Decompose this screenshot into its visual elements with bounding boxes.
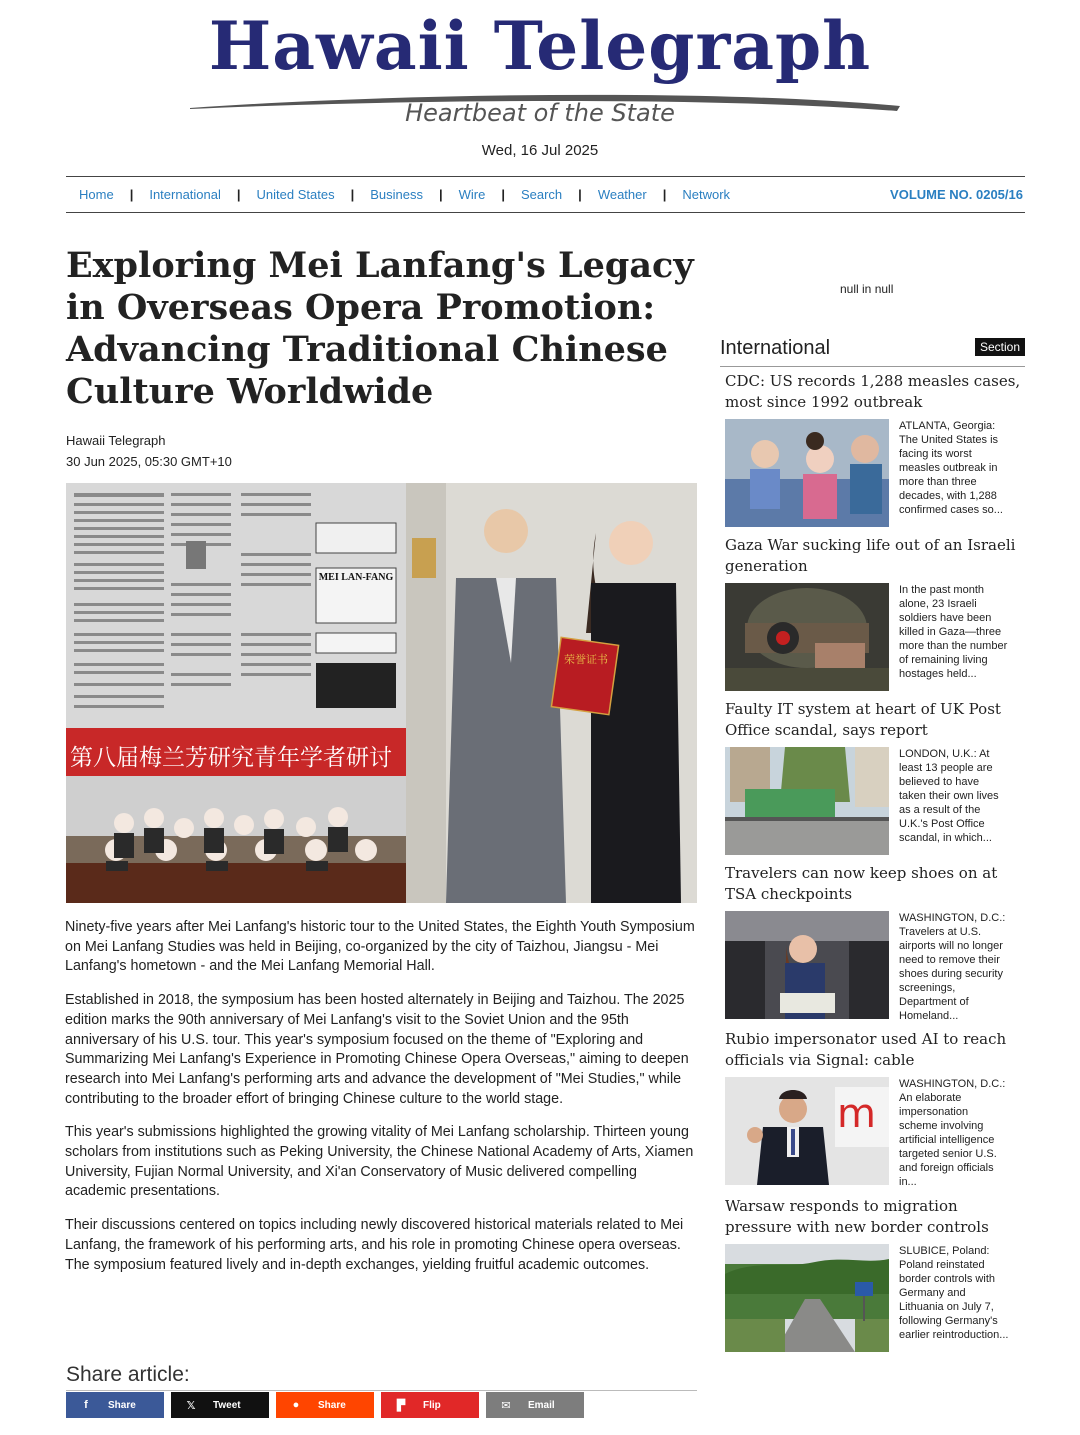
article-paragraph: Their discussions centered on topics including newly discovered historical materials related to Mei Lanfang, the framework of his performing arts, and his role in promoting Chinese opera overseas. The symposium featured lively and in-depth exchanges, yielding fruitful academic outcomes.	[65, 1217, 684, 1273]
section-badge: Section	[975, 338, 1025, 356]
svg-text:m: m	[837, 1091, 876, 1137]
main-nav	[66, 176, 1025, 213]
sidebar-article[interactable]	[725, 1029, 1025, 1189]
share-button-label: Share	[318, 1399, 346, 1411]
nav-separator: |	[662, 187, 667, 202]
sidebar-article-title[interactable]: CDC: US records 1,288 measles cases, most since 1992 outbreak	[725, 372, 1021, 411]
article-hero-image	[66, 483, 697, 903]
hero-photo-collage	[66, 483, 697, 903]
nav-separator: |	[578, 187, 582, 202]
sidebar-article-summary: In the past month alone, 23 Israeli soldiers have been killed in Gaza—three more than the number of remaining living hostages held...	[899, 584, 1008, 680]
article-body	[65, 918, 697, 1289]
sidebar-article-summary: SLUBICE, Poland: Poland reinstated border controls with Germany and Lithuania on July 7, following Germany's earlier reintroduction...	[899, 1245, 1009, 1341]
nav-separator: |	[350, 187, 355, 202]
nav-list	[66, 187, 730, 202]
sidebar-article-thumbnail[interactable]	[725, 747, 889, 855]
share-label: Share article:	[66, 1363, 190, 1386]
share-divider	[66, 1390, 697, 1391]
flipboard-icon: ▛	[396, 1399, 406, 1412]
sidebar-article-summary: LONDON, U.K.: At least 13 people are believed to have taken their own lives as a result of the U.K.'s Post Office scandal, in which...	[899, 748, 999, 844]
nav-separator: |	[236, 187, 241, 202]
reddit-share-button[interactable]	[276, 1392, 374, 1418]
sidebar-header	[720, 337, 1025, 367]
nav-item-home[interactable]: Home	[79, 187, 114, 202]
article-paragraph: Established in 2018, the symposium has been hosted alternately in Beijing and Taizhou. The 2025 edition marks the 90th anniversary of Mei Lanfang's visit to the Soviet Union and the 95th anniversary of his U.S. tour. This year's symposium focused on the theme of "Exploring and Summarizing Mei Lanfang's Experience in Promoting Chinese Opera Overseas," aiming to deepen research into Mei Lanfang's performing arts and advance the development of "Mei Studies," while contributing to the broader effort of bringing Chinese culture to the world stage.	[65, 992, 689, 1107]
nav-separator: |	[129, 187, 134, 202]
email-icon: ✉	[501, 1399, 511, 1412]
sidebar-article[interactable]	[725, 535, 1025, 691]
sidebar-article-title[interactable]: Faulty IT system at heart of UK Post Office scandal, says report	[725, 700, 1001, 739]
sidebar-article[interactable]	[725, 1196, 1025, 1352]
twitter-share-button[interactable]	[171, 1392, 269, 1418]
nav-item-business[interactable]: Business	[370, 187, 423, 202]
sidebar-article-title[interactable]: Warsaw responds to migration pressure with new border controls	[725, 1197, 989, 1236]
share-button-label: Email	[528, 1399, 555, 1411]
nav-item-united-states[interactable]: United States	[256, 187, 335, 202]
sidebar-article-summary: ATLANTA, Georgia: The United States is facing its worst measles outbreak in more than three decades, with 1,288 confirmed cases so...	[899, 420, 1003, 516]
site-tagline: Heartbeat of the State	[405, 99, 675, 127]
nav-separator: |	[501, 187, 505, 202]
masthead	[0, 0, 1080, 170]
sidebar-article-title[interactable]: Gaza War sucking life out of an Israeli generation	[725, 536, 1016, 575]
article-headline: Exploring Mei Lanfang's Legacy in Overseas Opera Promotion: Advancing Traditional Chinese Culture Worldwide	[66, 245, 694, 412]
nav-item-weather[interactable]: Weather	[597, 187, 647, 202]
sidebar-article-thumbnail[interactable]	[725, 911, 889, 1019]
sidebar-article-summary: WASHINGTON, D.C.: Travelers at U.S. airports will no longer need to remove their shoes during security screenings, Department of Homeland...	[899, 912, 1006, 1022]
nav-item-wire[interactable]: Wire	[458, 187, 486, 202]
volume-number: VOLUME NO. 0205/16	[890, 187, 1023, 202]
article-paragraph: This year's submissions highlighted the growing vitality of Mei Lanfang scholarship. Thirteen young scholars from institutions such as Peking University, the Chinese National Academy of Arts, Xiamen University, Fujian Normal University, and Xi'an Conservatory of Music delivered compelling academic presentations.	[65, 1124, 694, 1200]
certificate-text: 荣誉证书	[564, 653, 608, 666]
facebook-icon: f	[84, 1399, 88, 1411]
sidebar-article-summary: WASHINGTON, D.C.: An elaborate impersonation scheme involving artificial intelligence targeted senior U.S. and foreign officials in...	[899, 1078, 1006, 1188]
reddit-icon: ●	[292, 1399, 300, 1411]
sidebar-location-text: null in null	[840, 282, 894, 296]
share-button-label: Tweet	[213, 1399, 241, 1411]
site-logo[interactable]: Hawaii Telegraph	[208, 7, 872, 85]
banner-text: 第八届梅兰芳研究青年学者研讨	[70, 745, 392, 771]
facebook-share-button[interactable]	[66, 1392, 164, 1418]
article-author: Hawaii Telegraph	[66, 433, 166, 448]
sidebar-article-title[interactable]: Travelers can now keep shoes on at TSA checkpoints	[725, 864, 998, 903]
sidebar-article-thumbnail[interactable]	[725, 419, 889, 527]
article-paragraph: Ninety-five years after Mei Lanfang's historic tour to the United States, the Eighth Youth Symposium on Mei Lanfang Studies was held in Beijing, co-organized by the city of Taizhou, Jiangsu - Mei Lanfang's hometown - and the Mei Lanfang Memorial Hall.	[65, 919, 695, 975]
sidebar-article-thumbnail[interactable]	[725, 1244, 889, 1352]
nav-item-international[interactable]: International	[149, 187, 221, 202]
flipboard-share-button[interactable]	[381, 1392, 479, 1418]
nav-item-search[interactable]: Search	[520, 187, 563, 202]
x-icon: 𝕏	[186, 1399, 196, 1412]
sidebar-article-thumbnail[interactable]	[725, 583, 889, 691]
share-button-label: Flip	[423, 1399, 441, 1411]
email-share-button[interactable]	[486, 1392, 584, 1418]
sidebar-article[interactable]	[725, 699, 1025, 855]
current-date: Wed, 16 Jul 2025	[481, 142, 599, 159]
sidebar-article-thumbnail[interactable]	[725, 1077, 889, 1185]
nav-item-network[interactable]: Network	[682, 187, 731, 202]
article-timestamp: 30 Jun 2025, 05:30 GMT+10	[66, 454, 232, 469]
share-button-label: Share	[108, 1399, 136, 1411]
sidebar-article[interactable]	[725, 863, 1025, 1023]
sidebar-article-title[interactable]: Rubio impersonator used AI to reach officials via Signal: cable	[725, 1030, 1007, 1069]
newspaper-ad-text: MEI LAN-FANG	[318, 572, 394, 583]
sidebar-title[interactable]: International	[720, 337, 831, 359]
article-byline	[66, 430, 232, 472]
nav-separator: |	[438, 187, 443, 202]
sidebar-article[interactable]	[725, 371, 1025, 527]
share-buttons	[66, 1392, 584, 1418]
